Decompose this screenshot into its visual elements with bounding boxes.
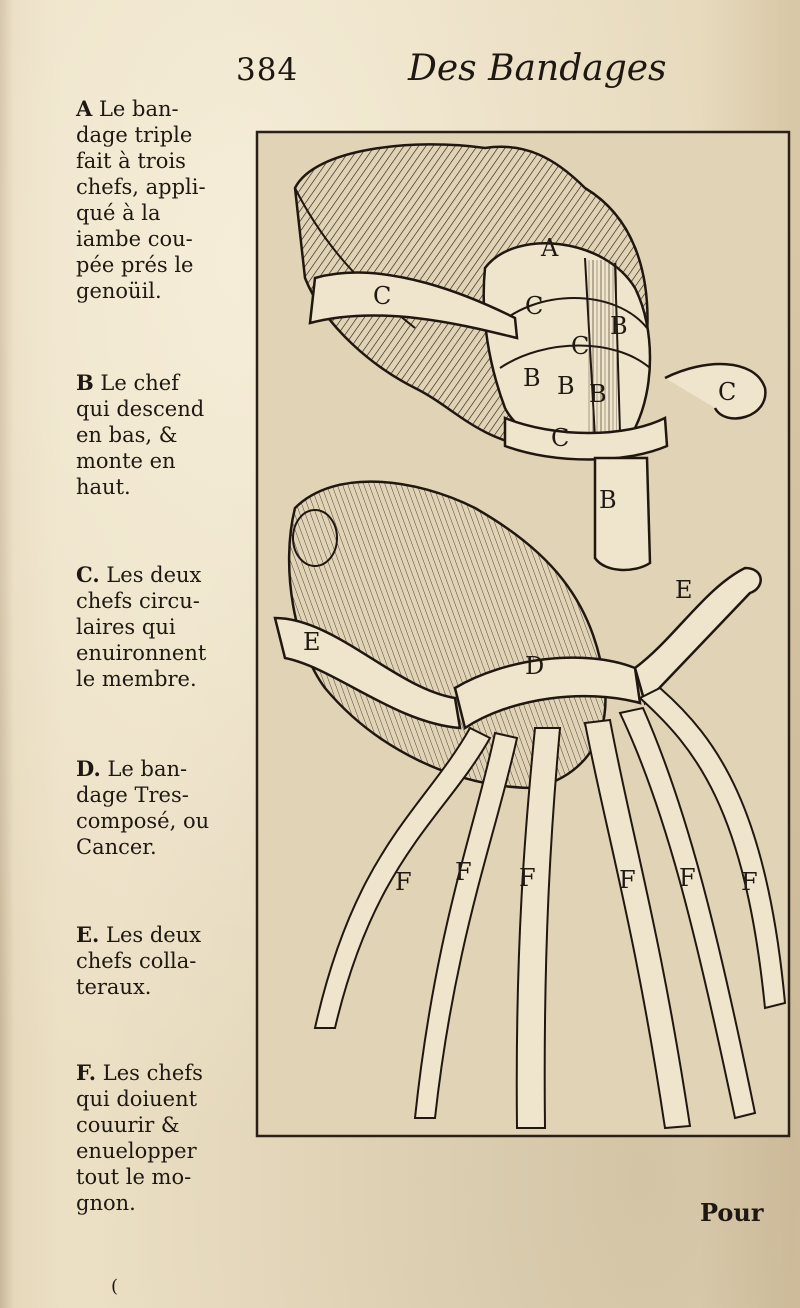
label-c: C — [525, 292, 544, 320]
label-d: D — [525, 652, 545, 680]
label-f: F — [741, 868, 758, 896]
caption-a — [76, 96, 236, 304]
label-c: C — [373, 282, 392, 310]
caption-c — [76, 562, 236, 692]
caption-key: C. — [76, 562, 100, 587]
label-b: B — [523, 364, 541, 392]
caption-text: Le ban- dage Tres- composé, ou Cancer. — [76, 757, 210, 859]
caption-text: Les chefs qui doiuent couurir & enuelopper tout le mo- gnon. — [76, 1061, 203, 1215]
caption-text: Les deux chefs circu- laires qui enuironnent le membre. — [76, 563, 207, 691]
caption-b — [76, 370, 236, 500]
label-b: B — [610, 312, 628, 340]
bandage-cap — [484, 243, 650, 445]
bandage-engraving — [255, 128, 795, 1140]
caption-e — [76, 922, 236, 1000]
label-b: B — [599, 486, 617, 514]
label-c: C — [718, 378, 737, 406]
caption-key: B — [76, 370, 94, 395]
label-f: F — [455, 858, 472, 886]
page-number: 384 — [236, 52, 299, 88]
label-c: C — [571, 332, 590, 360]
caption-text: Le ban- dage triple fait à trois chefs, appli- qué à la iambe cou- pée prés le genoüil. — [76, 97, 206, 303]
label-b: B — [589, 380, 607, 408]
edge-mark: ( — [111, 1276, 119, 1297]
caption-f — [76, 1060, 236, 1216]
catchword: Pour — [700, 1198, 764, 1227]
caption-key: A — [76, 96, 93, 121]
label-f: F — [679, 864, 696, 892]
caption-key: D. — [76, 756, 101, 781]
running-title: Des Bandages — [408, 48, 667, 89]
caption-text: Le chef qui descend en bas, & monte en haut. — [76, 371, 205, 499]
label-a: A — [541, 234, 559, 262]
caption-d — [76, 756, 236, 860]
caption-key: E. — [76, 922, 100, 947]
label-f: F — [395, 868, 412, 896]
label-e: E — [303, 628, 321, 656]
label-c: C — [551, 424, 570, 452]
label-b: B — [557, 372, 575, 400]
label-f: F — [619, 866, 636, 894]
label-f: F — [519, 864, 536, 892]
label-e: E — [675, 576, 693, 604]
caption-text: Les deux chefs colla- teraux. — [76, 923, 202, 999]
caption-key: F. — [76, 1060, 97, 1085]
